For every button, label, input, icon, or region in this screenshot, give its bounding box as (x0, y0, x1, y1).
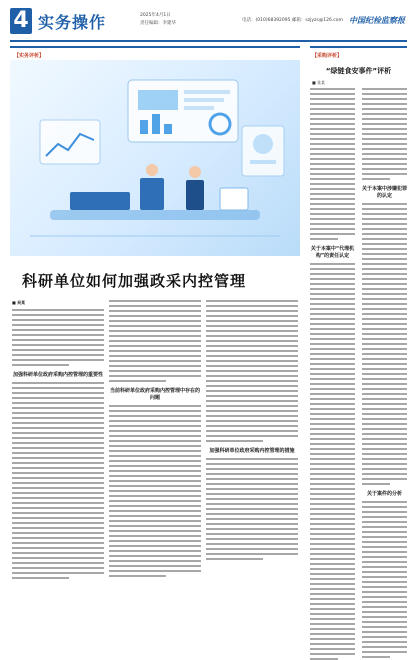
publication-meta (140, 12, 250, 28)
editor-line: 责任编辑：李建华 (140, 21, 176, 26)
sidebar-subhead-2: 关于本案中“代理机构”的责任认定 (310, 246, 355, 259)
article-subhead-1: 加强科研单位政府采购内控管理的重要性 (12, 372, 103, 378)
date-line: 2025年4月1日 (140, 13, 171, 18)
sidebar-subhead-1: 关于本案中涉嫌犯罪的认定 (362, 186, 408, 199)
masthead (10, 6, 407, 42)
article-byline: ■ 吴某 (12, 300, 26, 305)
page-number: 4 (10, 8, 32, 34)
section-name: 实务操作 (38, 13, 107, 32)
sidebar-tag: 【采购评析】 (312, 53, 343, 59)
sidebar-title: “绿链食安事件”评析 (325, 67, 392, 75)
sidebar-column-2 (362, 88, 407, 638)
hero-illustration (10, 60, 300, 256)
article-column-2 (109, 300, 201, 642)
article-column-1 (12, 300, 104, 642)
article-tag: 【实务评析】 (14, 53, 45, 59)
sidebar-article (310, 46, 407, 644)
sidebar-column-1 (310, 88, 355, 638)
article-headline: 科研单位如何加强政采内控管理 (22, 272, 247, 290)
sidebar-subhead-3: 关于案件的分析 (366, 491, 402, 497)
paper-name: 中国纪检监察报 (349, 15, 405, 25)
article-columns (10, 300, 300, 642)
contact-info: 电话：(010)68392095 邮箱：szjyzs@126.com (242, 18, 343, 23)
article-subhead-3: 加强科研单位政府采购内控管理的措施 (209, 448, 295, 454)
article-column-3 (206, 300, 298, 642)
tech-illustration-graphic (10, 60, 300, 256)
main-article (10, 46, 300, 644)
sidebar-byline: ■ 张某 (312, 80, 326, 85)
article-subhead-2: 当前科研单位政府采购内控管理中存在的问题 (109, 388, 200, 401)
